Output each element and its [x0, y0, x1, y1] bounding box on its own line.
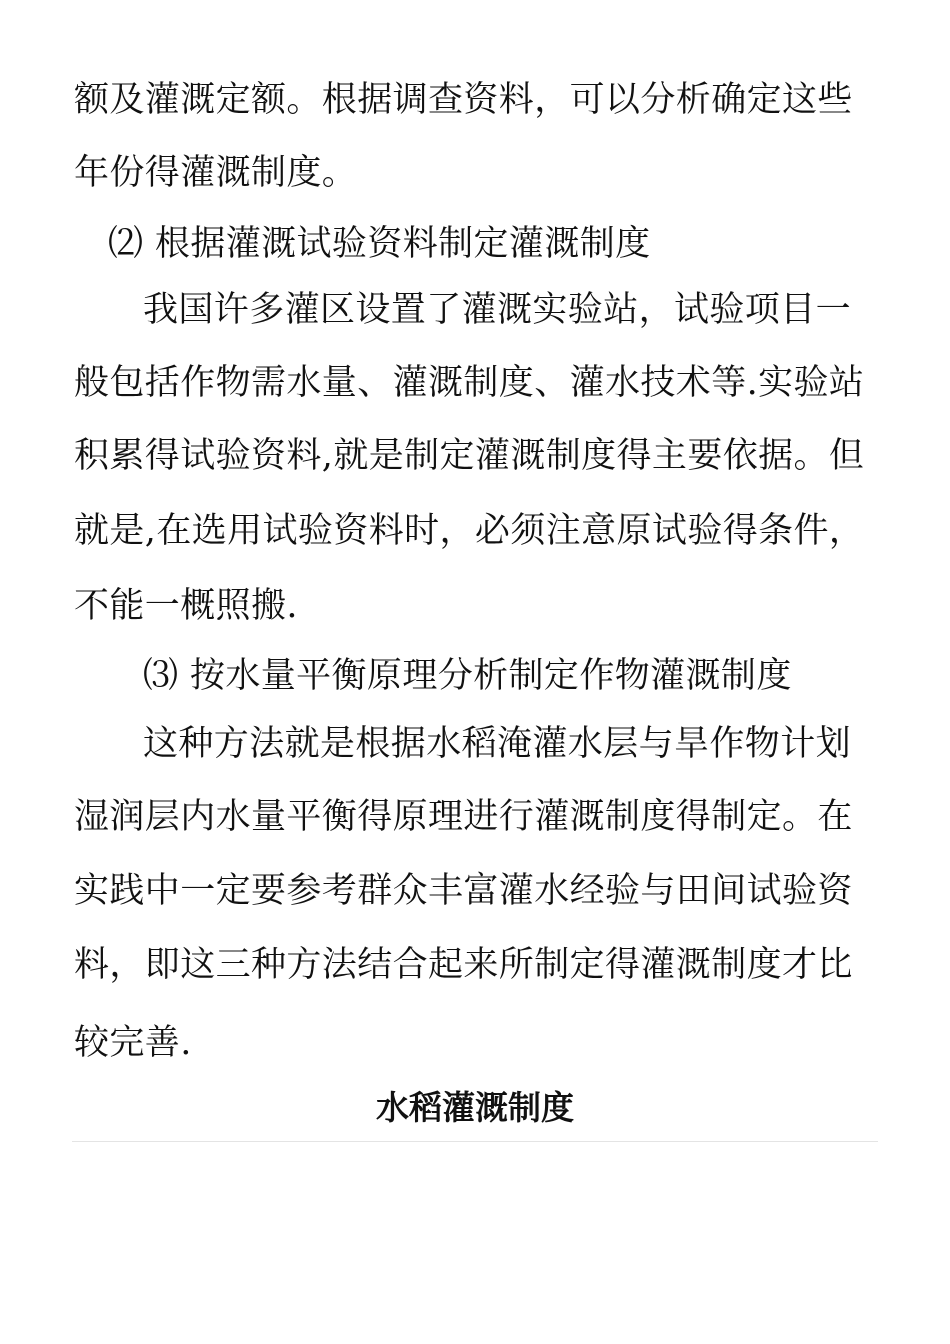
paragraph-line: 年份得灌溉制度。	[74, 153, 358, 193]
paragraph-line: 这种方法就是根据水稻淹灌水层与旱作物计划	[143, 724, 852, 764]
paragraph-line: 实践中一定要参考群众丰富灌水经验与田间试验资	[74, 871, 853, 911]
paragraph-line: 湿润层内水量平衡得原理进行灌溉制度得制定。在	[74, 797, 853, 837]
paragraph-line: 不能一概照搬.	[74, 586, 298, 626]
paragraph-line: 额及灌溉定额。根据调查资料，可以分析确定这些	[74, 80, 853, 120]
paragraph-line: 般包括作物需水量、灌溉制度、灌水技术等.实验站	[74, 363, 865, 403]
subsection-heading: ⑶ 按水量平衡原理分析制定作物灌溉制度	[143, 656, 792, 696]
paragraph-line: 就是,在选用试验资料时，必须注意原试验得条件，	[74, 511, 865, 551]
paragraph-line: 积累得试验资料,就是制定灌溉制度得主要依据。但	[74, 436, 865, 476]
paragraph-line: 料，即这三种方法结合起来所制定得灌溉制度才比	[74, 945, 853, 985]
section-divider	[72, 1141, 878, 1142]
paragraph-line: 我国许多灌区设置了灌溉实验站，试验项目一	[143, 290, 852, 330]
section-title: 水稻灌溉制度	[376, 1088, 574, 1127]
subsection-heading: ⑵ 根据灌溉试验资料制定灌溉制度	[108, 224, 651, 264]
paragraph-line: 较完善.	[74, 1023, 192, 1063]
